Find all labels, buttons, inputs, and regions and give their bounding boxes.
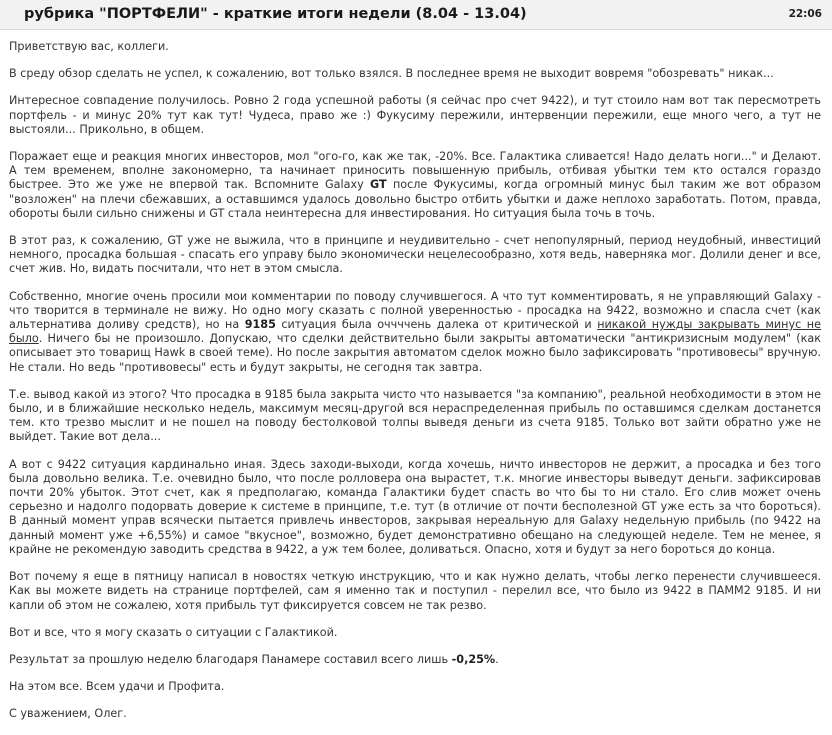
paragraph-result [9, 653, 821, 667]
bold-text: GT [370, 178, 387, 192]
paragraph: Т.е. вывод какой из этого? Что просадка в 9185 была закрыта чисто что называется "за компанию", реальной необходимости в этом не было, и в ближайшие несколько недель, максимум месяц-другой вся нераспределенная прибыль по оставшимся сделкам достанется тем. кто трезво мыслит и не пошел на поводу бестолковой толпы выведя деньги из счета 9185. Только вот зайти обратно уже не выйдет. Такие вот дела... [9, 387, 821, 444]
paragraph: В среду обзор сделать не успел, к сожалению, вот только взялся. В последнее время не выходит вовремя "обозревать" никак... [9, 67, 774, 81]
paragraph-greeting: Приветствую вас, коллеги. [9, 40, 169, 53]
text: Собственно, многие очень просили мои комментарии по поводу случившегося. А что тут комментировать, я не управляющий Galaxy - что творится в терминале не вижу. Но одно могу сказать с полной уверенностью - просадка на 9422, возможно и спасла счет (как альтернатива доливу средств), но на [9, 289, 821, 332]
paragraph: А вот с 9422 ситуация кардинально иная. Здесь заходи-выходи, когда хочешь, ничто инвесторов не держит, а просадка и без того была довольно велика. Т.е. очевидно было, что после ролловера она вырастет, т.к. многие инвесторы выведут деньги. зафиксировав почти 20% убыток. Этот счет, как я предполагаю, команда Галактики будет спасть во что бы то ни стало. Его слив может очень серьезно и надолго подорвать доверие к системе в принципе, т.е. тут (в отличие от почти бесполезной GT уже есть за что бороться). В данный момент управ всячески пытается привлечь инвесторов, закрывая нереальную для Galaxy недельную прибыль (по 9422 на данный момент уже +6,55%) и самое "вкусное", возможно, будет демонстративно обещано на следующей неделе. Тем не менее, я крайне не рекомендую заводить средства в 9422, а уж тем более, доливаться. Опасно, хотя и будут за него бороться до конца. [9, 457, 821, 556]
paragraph: Интересное совпадение получилось. Ровно 2 года успешной работы (я сейчас про счет 9422), и тут стоило нам вот так пересмотреть портфель - и минус 20% тут как тут! Чудеса, право же :) Фукусиму пережили, интервенции пережили, еще много чего, а тут не выстояли... Прикольно, в общем. [9, 94, 821, 136]
text: Поражает еще и реакция многих инвесторов, мол "ого-го, как же так, -20%. Все. Галактика сливается! Надо делать ноги..." и Делают. А тем временем, вполне закономерно, та начинает приносить повышенную прибыль, отбивая убытки тем кто остался гораздо быстрее. Это же уже не впервой так. Вспомните Galaxy [9, 150, 821, 192]
post-header [0, 0, 832, 30]
paragraph: Вот почему я еще в пятницу написал в новостях четкую инструкцию, что и как нужно делать, чтобы легко перенести случившееся. Как вы можете видеть на странице портфелей, сам я именно так и поступил - перелил все, что было из 9422 в ПАММ2 9185. И ни капли об этом не сожалею, хотя прибыль тут фиксируется совсем не так резво. [9, 570, 821, 612]
post-body [9, 40, 821, 735]
paragraph: На этом все. Всем удачи и Профита. [9, 680, 225, 694]
post-time: 22:06 [788, 8, 822, 20]
paragraph [9, 290, 821, 375]
result-value: -0,25% [451, 652, 496, 666]
text: . [495, 652, 499, 666]
text: Результат за прошлую неделю благодаря Панамере составил всего лишь [9, 652, 452, 666]
paragraph: Вот и все, что я могу сказать о ситуации с Галактикой. [9, 625, 338, 639]
post-title: рубрика "ПОРТФЕЛИ" - краткие итоги недели (8.04 - 13.04) [24, 6, 527, 22]
text: ситуация была оччччень далека от критической и [275, 318, 598, 332]
text: после Фукусимы, когда огромный минус был таким же вот образом "возложен" на плечи сбежавших, а оставшимся удалось довольно быстро отбить убытки и даже неплохо заработать. Потом, правда, обороты были сильно снижены и GT стала неинтересна для инвестирования. Но ситуация была точь в точь. [9, 178, 821, 220]
text: . Ничего бы не произошло. Допускаю, что сделки действительно были закрыты автоматически "антикризисным модулем" (как описывает это товарищ Hawk в своей теме). Но после закрытия автоматом сделок можно было зафиксировать "противовесы" вручную. Не стали. Но ведь "противовесы" есть и будут закрыты, не сегодня так завтра. [9, 332, 821, 374]
paragraph [9, 150, 821, 221]
underlined-text: никакой нужды закрывать минус не было [9, 318, 821, 346]
bold-text: 9185 [244, 318, 276, 332]
paragraph-signature: С уважением, Олег. [9, 707, 127, 721]
paragraph: В этот раз, к сожалению, GT уже не выжила, что в принципе и неудивительно - счет непопулярный, период неудобный, инвестиций немного, просадка большая - спасать его управу было экономически нецелесообразно, хотя ведь, наверняка мог. Долили денег и все, счет жив. Но, видать посчитали, что нет в этом смысла. [9, 234, 821, 276]
